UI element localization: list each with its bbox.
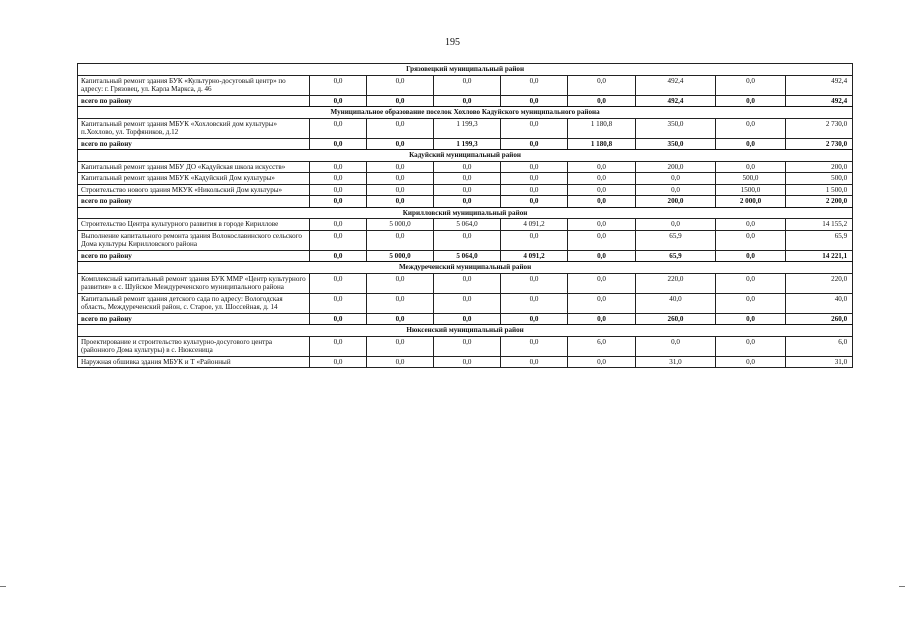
value-cell: 492,4 — [636, 75, 716, 95]
value-cell: 0,0 — [568, 95, 636, 107]
value-cell: 0,0 — [310, 95, 367, 107]
value-cell: 0,0 — [501, 184, 568, 196]
value-cell: 0,0 — [367, 230, 434, 250]
value-cell: 0,0 — [434, 336, 501, 356]
value-cell: 0,0 — [501, 196, 568, 208]
value-cell: 0,0 — [501, 336, 568, 356]
table-row — [78, 336, 853, 356]
object-name-cell: Капитальный ремонт здания МБУ ДО «Кадуйская школа искусств» — [78, 161, 310, 173]
value-cell: 14 155,2 — [786, 219, 853, 231]
value-cell: 1 500,0 — [786, 184, 853, 196]
value-cell: 0,0 — [568, 161, 636, 173]
value-cell: 0,0 — [367, 173, 434, 185]
total-row — [78, 196, 853, 208]
value-cell: 0,0 — [310, 184, 367, 196]
value-cell: 0,0 — [434, 95, 501, 107]
object-name-cell: Капитальный ремонт здания БУК «Культурно-досуговый центр» по адресу: г. Грязовец, ул. Карла Маркса, д. 46 — [78, 75, 310, 95]
value-cell: 350,0 — [636, 138, 716, 150]
value-cell: 2 730,0 — [786, 118, 853, 138]
page-number: 195 — [445, 37, 460, 48]
value-cell: 40,0 — [786, 293, 853, 313]
budget-table — [77, 63, 853, 368]
value-cell: 4 091,2 — [501, 219, 568, 231]
value-cell: 0,0 — [716, 293, 786, 313]
value-cell: 0,0 — [434, 184, 501, 196]
value-cell: 0,0 — [434, 75, 501, 95]
value-cell: 0,0 — [434, 230, 501, 250]
value-cell: 0,0 — [501, 356, 568, 368]
total-label: всего по району — [78, 95, 310, 107]
value-cell: 0,0 — [501, 230, 568, 250]
value-cell: 492,4 — [636, 95, 716, 107]
value-cell: 0,0 — [367, 118, 434, 138]
value-cell: 0,0 — [501, 161, 568, 173]
value-cell: 0,0 — [568, 75, 636, 95]
value-cell: 0,0 — [367, 161, 434, 173]
total-label: всего по району — [78, 250, 310, 262]
table-row — [78, 273, 853, 293]
value-cell: 0,0 — [716, 356, 786, 368]
value-cell: 0,0 — [568, 230, 636, 250]
budget-table-body — [78, 64, 853, 368]
value-cell: 0,0 — [310, 161, 367, 173]
section-title: Междуреченский муниципальный район — [78, 262, 853, 274]
value-cell: 0,0 — [434, 293, 501, 313]
total-row — [78, 95, 853, 107]
value-cell: 0,0 — [310, 75, 367, 95]
value-cell: 220,0 — [786, 273, 853, 293]
object-name-cell: Наружная обшивка здания МБУК и Т «Районный — [78, 356, 310, 368]
value-cell: 0,0 — [501, 293, 568, 313]
section-title: Кирилловский муниципальный район — [78, 207, 853, 219]
value-cell: 0,0 — [501, 75, 568, 95]
value-cell: 260,0 — [786, 313, 853, 325]
total-label: всего по району — [78, 313, 310, 325]
table-row — [78, 219, 853, 231]
value-cell: 2 730,0 — [786, 138, 853, 150]
value-cell: 0,0 — [568, 293, 636, 313]
value-cell: 0,0 — [568, 219, 636, 231]
table-row — [78, 184, 853, 196]
section-header-row — [78, 107, 853, 119]
value-cell: 0,0 — [716, 75, 786, 95]
value-cell: 200,0 — [636, 196, 716, 208]
table-row — [78, 161, 853, 173]
value-cell: 0,0 — [636, 336, 716, 356]
value-cell: 0,0 — [434, 161, 501, 173]
value-cell: 0,0 — [367, 184, 434, 196]
object-name-cell: Строительство нового здания МКУК «Никольский Дом культуры» — [78, 184, 310, 196]
value-cell: 0,0 — [716, 336, 786, 356]
value-cell: 0,0 — [636, 173, 716, 185]
value-cell: 0,0 — [310, 219, 367, 231]
value-cell: 220,0 — [636, 273, 716, 293]
value-cell: 0,0 — [716, 250, 786, 262]
value-cell: 0,0 — [716, 95, 786, 107]
value-cell: 0,0 — [568, 273, 636, 293]
value-cell: 5 064,0 — [434, 219, 501, 231]
value-cell: 0,0 — [501, 173, 568, 185]
value-cell: 200,0 — [786, 161, 853, 173]
value-cell: 40,0 — [636, 293, 716, 313]
value-cell: 1 180,8 — [568, 118, 636, 138]
value-cell: 0,0 — [367, 293, 434, 313]
section-title: Грязовецкий муниципальный район — [78, 64, 853, 76]
value-cell: 6,0 — [568, 336, 636, 356]
value-cell: 2 200,0 — [786, 196, 853, 208]
section-header-row — [78, 262, 853, 274]
value-cell: 0,0 — [367, 273, 434, 293]
value-cell: 65,9 — [636, 250, 716, 262]
value-cell: 65,9 — [786, 230, 853, 250]
value-cell: 0,0 — [310, 138, 367, 150]
value-cell: 65,9 — [636, 230, 716, 250]
value-cell: 6,0 — [786, 336, 853, 356]
section-title: Кадуйский муниципальный район — [78, 150, 853, 162]
table-row — [78, 356, 853, 368]
value-cell: 0,0 — [636, 219, 716, 231]
value-cell: 0,0 — [716, 219, 786, 231]
value-cell: 0,0 — [716, 230, 786, 250]
value-cell: 0,0 — [568, 184, 636, 196]
value-cell: 0,0 — [310, 336, 367, 356]
value-cell: 500,0 — [786, 173, 853, 185]
value-cell: 0,0 — [434, 196, 501, 208]
total-row — [78, 313, 853, 325]
value-cell: 0,0 — [501, 313, 568, 325]
section-title: Нюксенский муниципальный район — [78, 325, 853, 337]
table-row — [78, 230, 853, 250]
section-title: Муниципальное образование поселок Хохлово Кадуйского муниципального района — [78, 107, 853, 119]
value-cell: 0,0 — [310, 250, 367, 262]
value-cell: 0,0 — [310, 313, 367, 325]
total-label: всего по району — [78, 138, 310, 150]
value-cell: 0,0 — [568, 356, 636, 368]
value-cell: 0,0 — [310, 173, 367, 185]
object-name-cell: Комплексный капитальный ремонт здания БУК ММР «Центр культурного развития» в с. Шуйское Междуреченского муниципального района — [78, 273, 310, 293]
value-cell: 0,0 — [367, 313, 434, 325]
value-cell: 0,0 — [310, 118, 367, 138]
section-header-row — [78, 64, 853, 76]
value-cell: 31,0 — [786, 356, 853, 368]
value-cell: 0,0 — [636, 184, 716, 196]
value-cell: 1 199,3 — [434, 118, 501, 138]
value-cell: 260,0 — [636, 313, 716, 325]
value-cell: 0,0 — [434, 173, 501, 185]
value-cell: 0,0 — [310, 273, 367, 293]
value-cell: 0,0 — [716, 273, 786, 293]
table-row — [78, 293, 853, 313]
value-cell: 500,0 — [716, 173, 786, 185]
value-cell: 2 000,0 — [716, 196, 786, 208]
value-cell: 4 091,2 — [501, 250, 568, 262]
value-cell: 0,0 — [568, 196, 636, 208]
object-name-cell: Строительство Центра культурного развития в городе Кириллове — [78, 219, 310, 231]
section-header-row — [78, 325, 853, 337]
section-header-row — [78, 207, 853, 219]
total-label: всего по району — [78, 196, 310, 208]
value-cell: 31,0 — [636, 356, 716, 368]
table-row — [78, 173, 853, 185]
value-cell: 5 000,0 — [367, 250, 434, 262]
object-name-cell: Капитальный ремонт здания детского сада по адресу: Вологодская область, Междуреченский район, с. Старое, ул. Шоссейная, д. 14 — [78, 293, 310, 313]
table-row — [78, 75, 853, 95]
value-cell: 350,0 — [636, 118, 716, 138]
section-header-row — [78, 150, 853, 162]
table-row — [78, 118, 853, 138]
value-cell: 5 000,0 — [367, 219, 434, 231]
value-cell: 0,0 — [310, 196, 367, 208]
value-cell: 0,0 — [568, 173, 636, 185]
value-cell: 0,0 — [367, 75, 434, 95]
value-cell: 0,0 — [367, 336, 434, 356]
value-cell: 0,0 — [434, 273, 501, 293]
value-cell: 1 199,3 — [434, 138, 501, 150]
value-cell: 0,0 — [501, 138, 568, 150]
value-cell: 0,0 — [310, 356, 367, 368]
total-row — [78, 250, 853, 262]
value-cell: 0,0 — [367, 356, 434, 368]
value-cell: 0,0 — [310, 293, 367, 313]
object-name-cell: Выполнение капитального ремонта здания Волокославинского сельского Дома культуры Кирилловского района — [78, 230, 310, 250]
value-cell: 0,0 — [434, 356, 501, 368]
value-cell: 0,0 — [716, 118, 786, 138]
value-cell: 492,4 — [786, 75, 853, 95]
value-cell: 14 221,1 — [786, 250, 853, 262]
object-name-cell: Капитальный ремонт здания МБУК «Кадуйский Дом культуры» — [78, 173, 310, 185]
value-cell: 492,4 — [786, 95, 853, 107]
value-cell: 0,0 — [310, 230, 367, 250]
right-edge-mark — [899, 586, 905, 587]
object-name-cell: Проектирование и строительство культурно-досугового центра (районного Дома культуры) в с. Нюксеница — [78, 336, 310, 356]
value-cell: 0,0 — [367, 95, 434, 107]
object-name-cell: Капитальный ремонт здания МБУК «Хохловский дом культуры» п.Хохлово, ул. Торфяников, д.12 — [78, 118, 310, 138]
value-cell: 0,0 — [367, 196, 434, 208]
value-cell: 0,0 — [568, 313, 636, 325]
value-cell: 0,0 — [716, 313, 786, 325]
value-cell: 1 180,8 — [568, 138, 636, 150]
value-cell: 5 064,0 — [434, 250, 501, 262]
value-cell: 1500,0 — [716, 184, 786, 196]
value-cell: 0,0 — [367, 138, 434, 150]
total-row — [78, 138, 853, 150]
value-cell: 0,0 — [501, 95, 568, 107]
left-edge-mark — [0, 586, 6, 587]
value-cell: 0,0 — [501, 273, 568, 293]
value-cell: 0,0 — [501, 118, 568, 138]
value-cell: 0,0 — [434, 313, 501, 325]
value-cell: 0,0 — [716, 161, 786, 173]
value-cell: 200,0 — [636, 161, 716, 173]
value-cell: 0,0 — [568, 250, 636, 262]
value-cell: 0,0 — [716, 138, 786, 150]
